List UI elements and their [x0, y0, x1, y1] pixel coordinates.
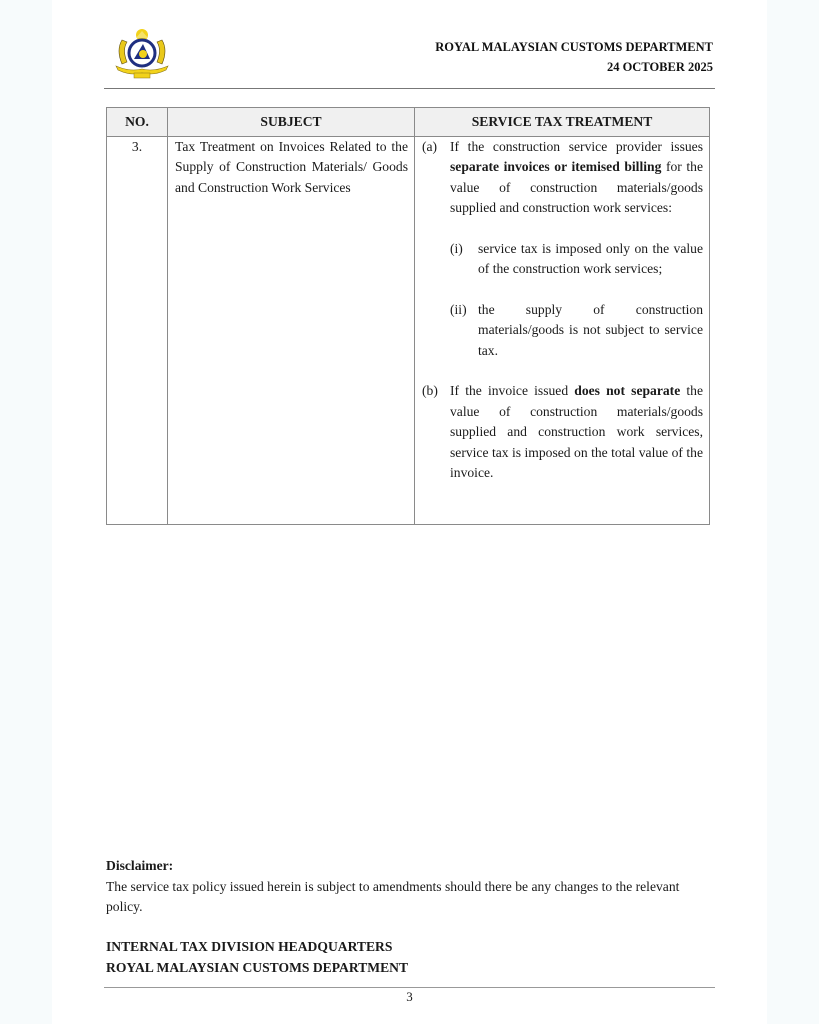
treatment-item-b [422, 381, 703, 484]
item-label: (b) [422, 383, 438, 398]
treatment-item-a [422, 137, 703, 219]
header-subject: SUBJECT [168, 108, 415, 137]
row-subject: Tax Treatment on Invoices Related to the Supply of Construction Materials/ Goods and Construction Work Services [168, 136, 415, 524]
subitem-ii [450, 300, 703, 362]
header-divider [104, 88, 715, 89]
signoff [106, 937, 408, 978]
subitem-text: service tax is imposed only on the value of the construction work services; [478, 240, 703, 276]
item-text-part: for the value of construction materials/goods supplied and construction work services: [450, 159, 703, 215]
table-header-row [107, 108, 710, 137]
customs-crest-icon [110, 26, 174, 80]
item-text-bold: separate invoices or itemised billing [450, 159, 662, 174]
item-text-part: If the construction service provider issues [450, 138, 703, 154]
item-text-bold: does not separate [574, 383, 681, 398]
subitem-label: (i) [450, 240, 463, 256]
header-no: NO. [107, 108, 168, 137]
signoff-line-1: INTERNAL TAX DIVISION HEADQUARTERS [106, 939, 393, 954]
row-treatment [415, 136, 710, 524]
item-text [450, 137, 703, 219]
subitems [422, 219, 703, 362]
tax-treatment-table [106, 107, 710, 525]
document-date: 24 OCTOBER 2025 [606, 60, 713, 74]
item-text-part: the value of construction materials/goods supplied and construction work services, service tax is imposed on the total value of the invoice. [450, 383, 703, 480]
item-text-part: If the invoice issued [450, 383, 575, 398]
document-page [52, 0, 767, 1024]
footer-divider [104, 987, 715, 988]
item-text [450, 381, 703, 484]
organization-name: ROYAL MALAYSIAN CUSTOMS DEPARTMENT [435, 40, 713, 54]
subitem-text: the supply of construction materials/goods is not subject to service tax. [478, 301, 703, 358]
disclaimer-text: The service tax policy issued herein is subject to amendments should there be any changes to the relevant policy. [106, 878, 680, 914]
subitem-i [450, 239, 703, 280]
header-treatment: SERVICE TAX TREATMENT [415, 108, 710, 137]
item-label: (a) [422, 138, 438, 154]
disclaimer-title: Disclaimer: [106, 858, 174, 873]
row-number: 3. [107, 136, 168, 524]
document-header [435, 37, 713, 77]
page-number: 3 [406, 989, 413, 1004]
signoff-line-2: ROYAL MALAYSIAN CUSTOMS DEPARTMENT [106, 959, 409, 975]
subitem-label: (ii) [450, 301, 467, 317]
disclaimer [106, 856, 716, 918]
table-row [107, 136, 710, 524]
